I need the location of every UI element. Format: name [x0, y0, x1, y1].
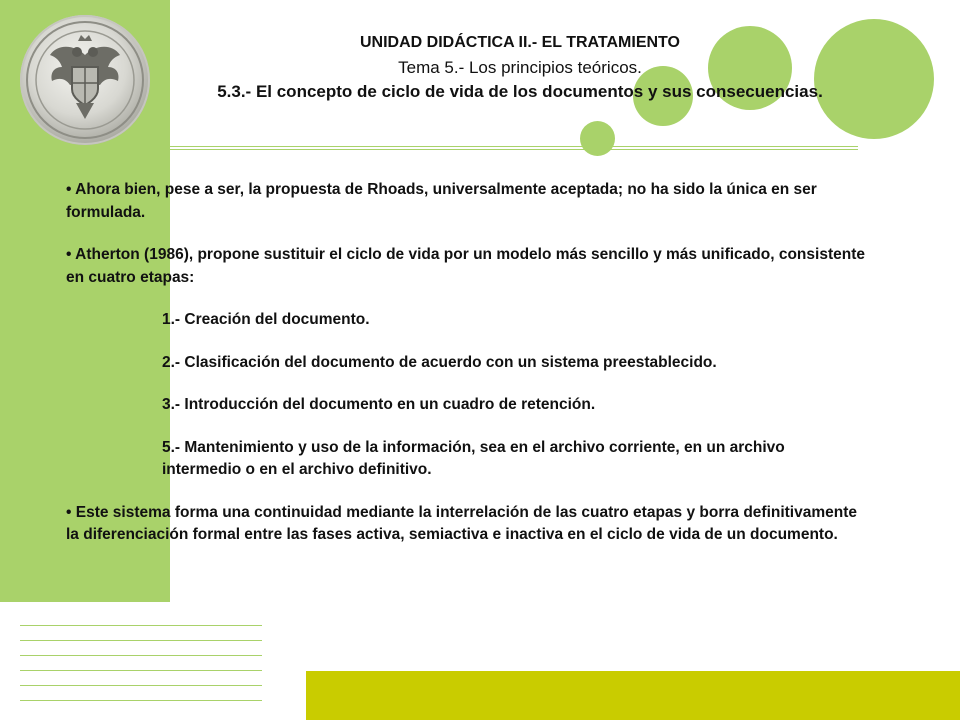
paragraph-text: Ahora bien, pese a ser, la propuesta de Rhoads, universalmente aceptada; no ha sido la única en ser formulada.	[66, 181, 817, 221]
topic-title: Tema 5.- Los principios teóricos.	[398, 57, 642, 77]
paragraph-text: Atherton (1986), propone sustituir el ciclo de vida por un modelo más sencillo y más unificado, consistente en cuatro etapas:	[66, 246, 865, 286]
unit-title: UNIDAD DIDÁCTICA II.- EL TRATAMIENTO	[360, 34, 680, 51]
footer-rule	[20, 625, 262, 626]
decorative-circle-tiny	[580, 121, 615, 156]
step-item: 2.- Clasificación del documento de acuerdo con un sistema preestablecido.	[162, 353, 717, 371]
footer-rule	[20, 700, 262, 701]
bullet-paragraph	[66, 502, 866, 547]
bullet-paragraph	[66, 179, 866, 224]
bullet-icon: •	[66, 181, 72, 198]
slide-body	[66, 179, 866, 567]
footer-rule	[20, 640, 262, 641]
bullet-icon: •	[66, 503, 72, 521]
slide-title	[170, 31, 870, 105]
paragraph-text: Este sistema forma una continuidad mediante la interrelación de las cuatro etapas y borra definitivamente la diferenciación formal entre las fases activa, semiactiva e inactiva en el ciclo de vida de un documento.	[66, 503, 858, 543]
seal-emblem	[20, 15, 150, 145]
step-item: 3.- Introducción del documento en un cuadro de retención.	[162, 396, 596, 413]
university-seal-icon	[20, 15, 150, 145]
footer-rule	[20, 685, 262, 686]
footer-rule	[20, 670, 262, 671]
section-title: 5.3.- El concepto de ciclo de vida de los documentos y sus consecuencias.	[217, 82, 823, 101]
header-divider-line	[170, 146, 858, 147]
bullet-paragraph	[66, 244, 866, 289]
footer-yellow-band	[306, 671, 960, 720]
step-item: 1.- Creación del documento.	[162, 311, 370, 328]
footer-rule	[20, 655, 262, 656]
step-item: 5.- Mantenimiento y uso de la información, sea en el archivo corriente, en un archivo intermedio o en el archivo definitivo.	[162, 438, 785, 478]
header-divider-line	[170, 149, 858, 150]
bullet-icon: •	[66, 246, 72, 263]
